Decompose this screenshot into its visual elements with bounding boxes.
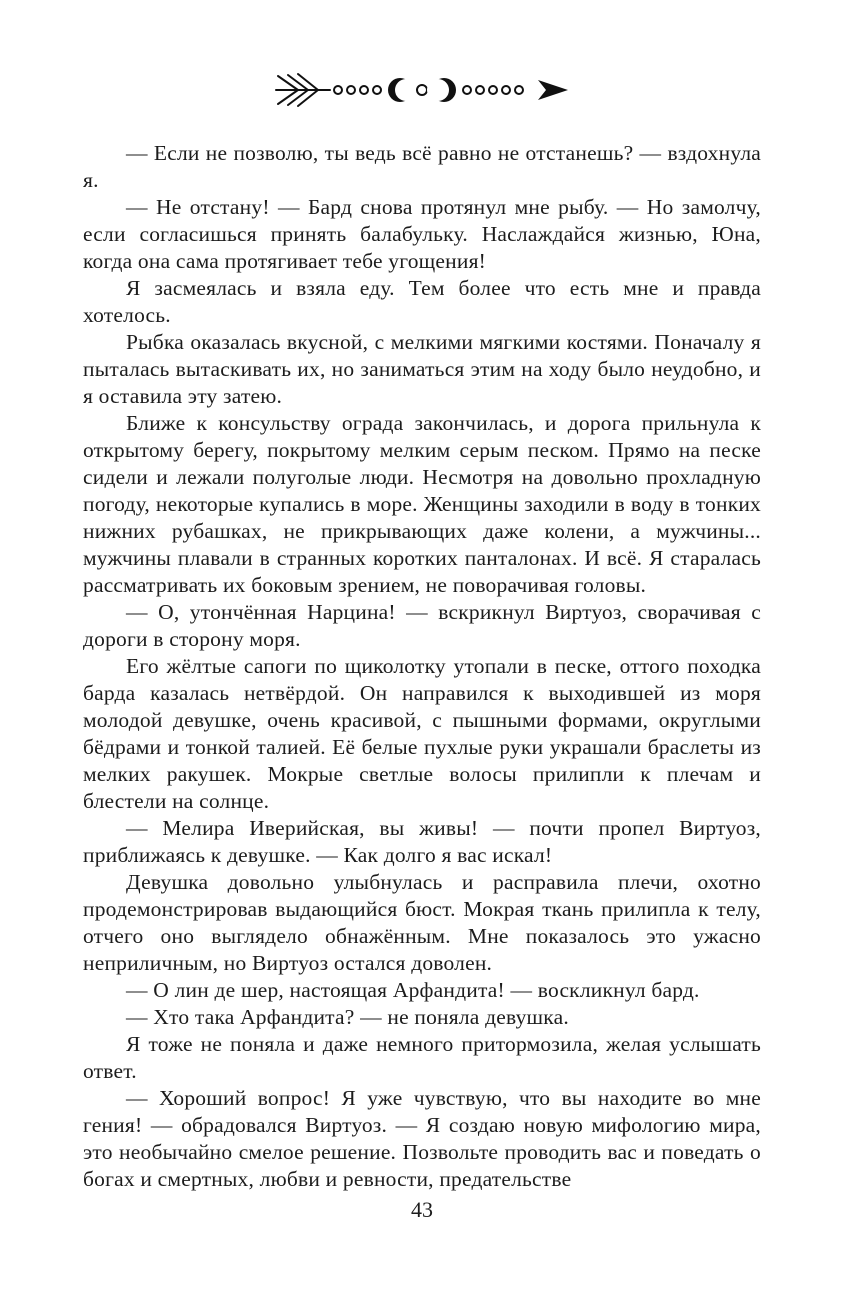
paragraph: Я тоже не поняла и даже немного притормозила, желая услышать ответ. — [83, 1032, 761, 1083]
paragraph: Его жёлтые сапоги по щиколотку утопали в песке, оттого походка барда казалась нетвёрдой. Он направился к выходившей из моря молодой девушке, очень красивой, с пышными формами, округлыми бёдрами и тонкой талией. Её белые пухлые руки украшали браслеты из мелких ракушек. Мокрые светлые волосы прилипли к плечам и блестели на солнце. — [83, 654, 761, 813]
page-number: 43 — [411, 1197, 433, 1222]
bead-row-left — [334, 86, 381, 94]
arrow-moon-ornament-icon — [272, 68, 572, 112]
paragraph: — Если не позволю, ты ведь всё равно не отстанешь? — вздохнула я. — [83, 141, 761, 192]
crescent-moon-right-icon — [427, 78, 456, 102]
bead-row-right — [463, 86, 523, 94]
crescent-moon-left-icon — [388, 78, 417, 102]
paragraph: Девушка довольно улыбнулась и расправила плечи, охотно продемонстрировав выдающийся бюст. Мокрая ткань прилипла к телу, отчего оно выглядело обнажённым. Мне показалось это ужасно неприличным, но Виртуоз остался доволен. — [83, 870, 761, 975]
chapter-divider — [0, 0, 844, 112]
paragraph: — Мелира Иверийская, вы живы! — почти пропел Виртуоз, приближаясь к девушке. — Как долго я вас искал! — [83, 816, 761, 867]
arrowhead-icon — [538, 80, 568, 100]
paragraph: Я засмеялась и взяла еду. Тем более что есть мне и правда хотелось. — [83, 276, 761, 327]
paragraph: — Хороший вопрос! Я уже чувствую, что вы находите во мне гения! — обрадовался Виртуоз. — Я создаю новую мифологию мира, это необычайно смелое решение. Позвольте проводить вас и поведать о богах и смертных, любви и ревности, предательстве — [83, 1086, 761, 1191]
center-ring-icon — [417, 85, 427, 95]
paragraph: Ближе к консульству ограда закончилась, и дорога прильнула к открытому берегу, покрытому мелким серым песком. Прямо на песке сидели и лежали полуголые люди. Несмотря на довольно прохладную погоду, некоторые купались в море. Женщины заходили в воду в тонких нижних рубашках, не прикрывающих даже колени, а мужчины... мужчины плавали в странных коротких панталонах. И всё. Я старалась рассматривать их боковым зрением, не поворачивая головы. — [83, 411, 761, 597]
body-text — [83, 140, 761, 1193]
paragraph: — О, утончённая Нарцина! — вскрикнул Виртуоз, сворачивая с дороги в сторону моря. — [83, 600, 761, 651]
paragraph: Рыбка оказалась вкусной, с мелкими мягкими костями. Поначалу я пыталась вытаскивать их, но заниматься этим на ходу было неудобно, и я оставила эту затею. — [83, 330, 761, 408]
paragraph: — Хто така Арфандита? — не поняла девушка. — [126, 1005, 569, 1029]
paragraph: — О лин де шер, настоящая Арфандита! — воскликнул бард. — [126, 978, 700, 1002]
paragraph: — Не отстану! — Бард снова протянул мне рыбу. — Но замолчу, если согласишься принять балабульку. Наслаждайся жизнью, Юна, когда она сама протягивает тебе угощения! — [83, 195, 761, 273]
